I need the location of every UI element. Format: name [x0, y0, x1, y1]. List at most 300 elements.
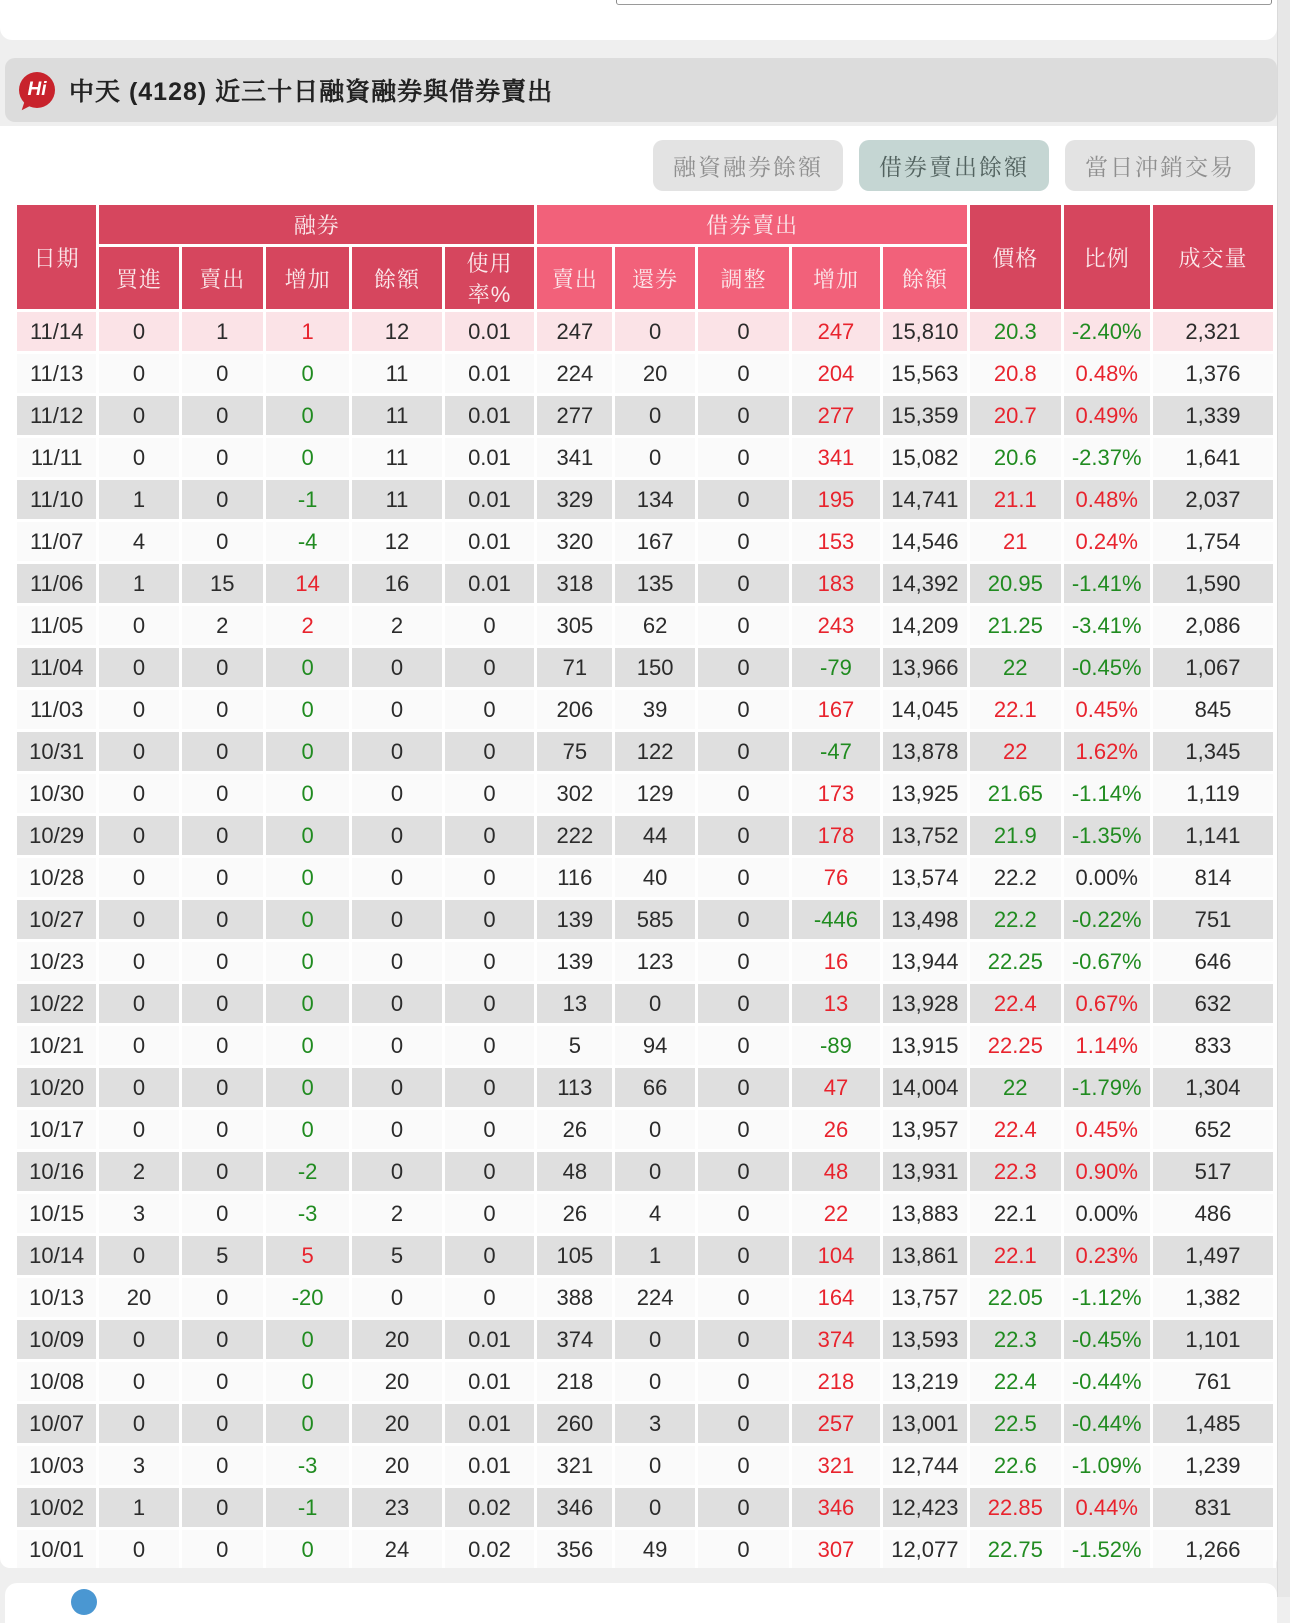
cell-date: 11/05	[17, 606, 96, 645]
page-scrollbar[interactable]	[1277, 0, 1290, 1597]
table-body	[17, 312, 1273, 1569]
table-row	[17, 1236, 1273, 1275]
cell-short-increase: -4	[266, 522, 349, 561]
cell-short-sell: 0	[182, 438, 263, 477]
cell-short-buy: 0	[99, 900, 178, 939]
cell-sbl-increase: -79	[792, 648, 879, 687]
cell-short-usage-rate: 0	[445, 984, 534, 1023]
col-header-short-usage-rate: 使用率%	[445, 247, 534, 309]
cell-short-increase: 0	[266, 1026, 349, 1065]
cell-sbl-sell: 13	[537, 984, 612, 1023]
cell-price: 21.9	[970, 816, 1060, 855]
cell-sbl-return: 150	[615, 648, 694, 687]
cell-short-balance: 0	[352, 1026, 441, 1065]
cell-short-increase: -3	[266, 1446, 349, 1485]
cell-sbl-return: 0	[615, 984, 694, 1023]
cell-short-balance: 0	[352, 648, 441, 687]
cell-sbl-adjust: 0	[698, 648, 790, 687]
cell-price: 22.05	[970, 1278, 1060, 1317]
cell-short-usage-rate: 0	[445, 1194, 534, 1233]
cell-short-sell: 0	[182, 1152, 263, 1191]
cell-volume: 1,641	[1153, 438, 1273, 477]
cell-short-increase: 0	[266, 1110, 349, 1149]
cell-sbl-balance: 15,359	[883, 396, 967, 435]
cell-sbl-sell: 26	[537, 1110, 612, 1149]
cell-sbl-increase: 257	[792, 1404, 879, 1443]
cell-short-balance: 11	[352, 480, 441, 519]
table-row	[17, 438, 1273, 477]
cell-short-increase: 0	[266, 438, 349, 477]
cell-date: 11/04	[17, 648, 96, 687]
cell-sbl-adjust: 0	[698, 900, 790, 939]
cell-volume: 1,382	[1153, 1278, 1273, 1317]
cell-date: 10/30	[17, 774, 96, 813]
cell-change-ratio: 0.24%	[1064, 522, 1150, 561]
cell-short-increase: -2	[266, 1152, 349, 1191]
cell-volume: 1,754	[1153, 522, 1273, 561]
cell-volume: 833	[1153, 1026, 1273, 1065]
cell-short-buy: 1	[99, 1488, 178, 1527]
cell-sbl-adjust: 0	[698, 1362, 790, 1401]
cell-change-ratio: 0.44%	[1064, 1488, 1150, 1527]
cell-change-ratio: -1.52%	[1064, 1530, 1150, 1569]
cell-short-usage-rate: 0	[445, 1236, 534, 1275]
cell-short-increase: 0	[266, 774, 349, 813]
cell-date: 10/02	[17, 1488, 96, 1527]
cell-date: 10/28	[17, 858, 96, 897]
cell-sbl-sell: 277	[537, 396, 612, 435]
cell-short-usage-rate: 0	[445, 858, 534, 897]
cell-short-increase: -1	[266, 1488, 349, 1527]
table-row	[17, 858, 1273, 897]
section-divider	[0, 1568, 1290, 1583]
cell-date: 10/21	[17, 1026, 96, 1065]
cell-sbl-increase: 247	[792, 312, 879, 351]
cell-sbl-adjust: 0	[698, 1110, 790, 1149]
cell-volume: 2,321	[1153, 312, 1273, 351]
cell-price: 21.1	[970, 480, 1060, 519]
cell-short-increase: 0	[266, 858, 349, 897]
cell-price: 22.5	[970, 1404, 1060, 1443]
cell-change-ratio: -0.44%	[1064, 1404, 1150, 1443]
col-header-short-balance: 餘額	[352, 247, 441, 309]
tab-sbl-balance[interactable]: 借券賣出餘額	[859, 140, 1049, 191]
cell-date: 10/15	[17, 1194, 96, 1233]
cell-short-usage-rate: 0.01	[445, 1362, 534, 1401]
cell-volume: 2,037	[1153, 480, 1273, 519]
cell-sbl-return: 0	[615, 396, 694, 435]
histock-logo-icon	[19, 72, 55, 108]
cell-short-increase: 0	[266, 1320, 349, 1359]
cell-sbl-increase: 47	[792, 1068, 879, 1107]
cell-sbl-balance: 13,219	[883, 1362, 967, 1401]
cell-short-sell: 0	[182, 732, 263, 771]
cell-short-usage-rate: 0.02	[445, 1530, 534, 1569]
cell-date: 10/22	[17, 984, 96, 1023]
cell-change-ratio: -1.79%	[1064, 1068, 1150, 1107]
cell-short-balance: 0	[352, 1068, 441, 1107]
cell-short-balance: 0	[352, 942, 441, 981]
cell-sbl-balance: 15,082	[883, 438, 967, 477]
cell-short-usage-rate: 0	[445, 1110, 534, 1149]
cell-short-balance: 0	[352, 732, 441, 771]
cell-sbl-sell: 218	[537, 1362, 612, 1401]
cell-sbl-balance: 14,741	[883, 480, 967, 519]
cell-short-buy: 0	[99, 312, 178, 351]
cell-sbl-increase: -47	[792, 732, 879, 771]
cell-sbl-increase: 16	[792, 942, 879, 981]
cell-short-balance: 20	[352, 1404, 441, 1443]
table-row	[17, 1488, 1273, 1527]
cell-sbl-sell: 388	[537, 1278, 612, 1317]
cell-short-increase: 0	[266, 732, 349, 771]
cell-sbl-return: 44	[615, 816, 694, 855]
cell-short-buy: 0	[99, 942, 178, 981]
cell-short-usage-rate: 0.02	[445, 1488, 534, 1527]
cell-short-balance: 2	[352, 606, 441, 645]
cell-short-increase: 5	[266, 1236, 349, 1275]
cell-short-usage-rate: 0	[445, 942, 534, 981]
tab-margin-balance[interactable]: 融資融券餘額	[653, 140, 843, 191]
cell-sbl-return: 4	[615, 1194, 694, 1233]
cell-volume: 646	[1153, 942, 1273, 981]
cell-sbl-adjust: 0	[698, 354, 790, 393]
cell-volume: 1,376	[1153, 354, 1273, 393]
tab-day-trading[interactable]: 當日沖銷交易	[1065, 140, 1255, 191]
cell-sbl-adjust: 0	[698, 984, 790, 1023]
table-row	[17, 1068, 1273, 1107]
cell-change-ratio: 0.00%	[1064, 1194, 1150, 1233]
cell-price: 22.3	[970, 1152, 1060, 1191]
cell-change-ratio: 0.00%	[1064, 858, 1150, 897]
top-card	[0, 0, 1277, 40]
table-row	[17, 480, 1273, 519]
cell-sbl-balance: 12,077	[883, 1530, 967, 1569]
cell-change-ratio: -0.45%	[1064, 648, 1150, 687]
cell-change-ratio: -0.45%	[1064, 1320, 1150, 1359]
cell-price: 20.95	[970, 564, 1060, 603]
cell-sbl-balance: 13,928	[883, 984, 967, 1023]
cell-sbl-adjust: 0	[698, 1194, 790, 1233]
col-header-sbl-sell: 賣出	[537, 247, 612, 309]
next-section-card	[5, 1583, 1277, 1623]
cell-sbl-sell: 305	[537, 606, 612, 645]
cell-change-ratio: 0.49%	[1064, 396, 1150, 435]
cell-date: 10/01	[17, 1530, 96, 1569]
cell-volume: 751	[1153, 900, 1273, 939]
table-row	[17, 1026, 1273, 1065]
cell-date: 11/14	[17, 312, 96, 351]
cell-sbl-return: 40	[615, 858, 694, 897]
cell-short-buy: 3	[99, 1446, 178, 1485]
cell-price: 22.4	[970, 984, 1060, 1023]
cell-short-sell: 0	[182, 354, 263, 393]
cell-price: 22.1	[970, 1236, 1060, 1275]
cell-short-increase: 0	[266, 690, 349, 729]
cell-sbl-balance: 13,944	[883, 942, 967, 981]
cell-sbl-sell: 139	[537, 942, 612, 981]
cell-sbl-adjust: 0	[698, 606, 790, 645]
cell-sbl-balance: 13,861	[883, 1236, 967, 1275]
cell-short-balance: 2	[352, 1194, 441, 1233]
cell-price: 22.4	[970, 1110, 1060, 1149]
cell-change-ratio: 0.45%	[1064, 690, 1150, 729]
cell-sbl-sell: 222	[537, 816, 612, 855]
cell-sbl-balance: 13,001	[883, 1404, 967, 1443]
cell-short-balance: 20	[352, 1320, 441, 1359]
cell-price: 22	[970, 648, 1060, 687]
col-header-short-buy: 買進	[99, 247, 178, 309]
cell-volume: 1,239	[1153, 1446, 1273, 1485]
cell-short-increase: -1	[266, 480, 349, 519]
cell-short-increase: 0	[266, 648, 349, 687]
cell-sbl-return: 135	[615, 564, 694, 603]
cell-sbl-sell: 320	[537, 522, 612, 561]
cell-short-buy: 0	[99, 606, 178, 645]
cell-volume: 831	[1153, 1488, 1273, 1527]
cell-short-usage-rate: 0	[445, 690, 534, 729]
cell-volume: 1,266	[1153, 1530, 1273, 1569]
cell-sbl-adjust: 0	[698, 816, 790, 855]
cell-short-balance: 0	[352, 1152, 441, 1191]
table-row	[17, 312, 1273, 351]
cell-change-ratio: -3.41%	[1064, 606, 1150, 645]
cell-short-increase: 0	[266, 984, 349, 1023]
cell-short-buy: 0	[99, 1362, 178, 1401]
cell-change-ratio: 1.62%	[1064, 732, 1150, 771]
cell-price: 22.2	[970, 858, 1060, 897]
table-row	[17, 564, 1273, 603]
col-header-sbl-return: 還券	[615, 247, 694, 309]
stock-search-input[interactable]	[616, 0, 1272, 5]
cell-price: 22.1	[970, 690, 1060, 729]
cell-short-sell: 0	[182, 1446, 263, 1485]
cell-short-buy: 20	[99, 1278, 178, 1317]
cell-sbl-adjust: 0	[698, 1530, 790, 1569]
table-row	[17, 690, 1273, 729]
cell-short-increase: 0	[266, 396, 349, 435]
cell-short-sell: 0	[182, 1488, 263, 1527]
cell-sbl-balance: 13,957	[883, 1110, 967, 1149]
cell-sbl-balance: 12,744	[883, 1446, 967, 1485]
cell-date: 10/23	[17, 942, 96, 981]
cell-sbl-adjust: 0	[698, 1488, 790, 1527]
cell-short-balance: 11	[352, 438, 441, 477]
cell-volume: 1,304	[1153, 1068, 1273, 1107]
cell-short-balance: 0	[352, 690, 441, 729]
cell-price: 20.6	[970, 438, 1060, 477]
cell-date: 11/10	[17, 480, 96, 519]
cell-sbl-sell: 5	[537, 1026, 612, 1065]
col-header-short-sell: 賣出	[182, 247, 263, 309]
cell-price: 22.2	[970, 900, 1060, 939]
cell-change-ratio: 0.90%	[1064, 1152, 1150, 1191]
cell-short-sell: 0	[182, 1068, 263, 1107]
tab-bar	[653, 140, 1255, 191]
cell-date: 10/03	[17, 1446, 96, 1485]
cell-sbl-return: 94	[615, 1026, 694, 1065]
cell-short-buy: 3	[99, 1194, 178, 1233]
cell-sbl-sell: 105	[537, 1236, 612, 1275]
cell-sbl-adjust: 0	[698, 1446, 790, 1485]
cell-price: 20.3	[970, 312, 1060, 351]
cell-short-increase: 1	[266, 312, 349, 351]
cell-short-sell: 0	[182, 942, 263, 981]
cell-date: 10/08	[17, 1362, 96, 1401]
cell-sbl-balance: 13,915	[883, 1026, 967, 1065]
cell-short-increase: 0	[266, 1530, 349, 1569]
cell-sbl-adjust: 0	[698, 858, 790, 897]
cell-change-ratio: -0.44%	[1064, 1362, 1150, 1401]
cell-sbl-sell: 224	[537, 354, 612, 393]
cell-volume: 845	[1153, 690, 1273, 729]
cell-sbl-return: 0	[615, 312, 694, 351]
cell-price: 20.8	[970, 354, 1060, 393]
cell-sbl-balance: 13,752	[883, 816, 967, 855]
cell-sbl-adjust: 0	[698, 1404, 790, 1443]
cell-sbl-increase: 195	[792, 480, 879, 519]
cell-short-sell: 0	[182, 1278, 263, 1317]
cell-date: 11/11	[17, 438, 96, 477]
cell-short-usage-rate: 0.01	[445, 1404, 534, 1443]
cell-sbl-adjust: 0	[698, 774, 790, 813]
table-row	[17, 1194, 1273, 1233]
cell-sbl-sell: 113	[537, 1068, 612, 1107]
cell-sbl-return: 39	[615, 690, 694, 729]
cell-short-buy: 0	[99, 396, 178, 435]
cell-short-balance: 0	[352, 816, 441, 855]
cell-date: 10/29	[17, 816, 96, 855]
cell-sbl-increase: 104	[792, 1236, 879, 1275]
cell-short-increase: 14	[266, 564, 349, 603]
cell-short-buy: 0	[99, 648, 178, 687]
cell-price: 21	[970, 522, 1060, 561]
table-row	[17, 522, 1273, 561]
cell-short-sell: 0	[182, 900, 263, 939]
cell-short-increase: 0	[266, 354, 349, 393]
cell-sbl-increase: -446	[792, 900, 879, 939]
cell-short-usage-rate: 0.01	[445, 1320, 534, 1359]
cell-short-buy: 4	[99, 522, 178, 561]
cell-short-balance: 16	[352, 564, 441, 603]
table-row	[17, 1110, 1273, 1149]
cell-sbl-adjust: 0	[698, 438, 790, 477]
cell-sbl-adjust: 0	[698, 480, 790, 519]
cell-volume: 1,497	[1153, 1236, 1273, 1275]
cell-short-sell: 15	[182, 564, 263, 603]
cell-change-ratio: -1.41%	[1064, 564, 1150, 603]
cell-sbl-balance: 13,931	[883, 1152, 967, 1191]
cell-sbl-adjust: 0	[698, 942, 790, 981]
cell-short-buy: 0	[99, 1404, 178, 1443]
cell-short-balance: 0	[352, 900, 441, 939]
cell-short-usage-rate: 0	[445, 606, 534, 645]
cell-sbl-balance: 14,209	[883, 606, 967, 645]
cell-volume: 1,067	[1153, 648, 1273, 687]
cell-short-increase: 0	[266, 900, 349, 939]
cell-short-usage-rate: 0.01	[445, 354, 534, 393]
cell-short-usage-rate: 0	[445, 1068, 534, 1107]
cell-date: 10/13	[17, 1278, 96, 1317]
cell-short-balance: 24	[352, 1530, 441, 1569]
cell-date: 10/09	[17, 1320, 96, 1359]
cell-short-sell: 2	[182, 606, 263, 645]
cell-sbl-adjust: 0	[698, 1320, 790, 1359]
table-row	[17, 900, 1273, 939]
cell-volume: 761	[1153, 1362, 1273, 1401]
cell-sbl-balance: 13,925	[883, 774, 967, 813]
cell-sbl-sell: 116	[537, 858, 612, 897]
cell-sbl-balance: 14,004	[883, 1068, 967, 1107]
cell-sbl-adjust: 0	[698, 1236, 790, 1275]
cell-short-buy: 0	[99, 816, 178, 855]
cell-sbl-increase: 167	[792, 690, 879, 729]
col-header-sbl-balance: 餘額	[883, 247, 967, 309]
table-row	[17, 606, 1273, 645]
cell-sbl-sell: 26	[537, 1194, 612, 1233]
cell-short-buy: 0	[99, 690, 178, 729]
cell-short-increase: 0	[266, 1068, 349, 1107]
cell-price: 21.25	[970, 606, 1060, 645]
cell-short-balance: 0	[352, 858, 441, 897]
cell-sbl-increase: 183	[792, 564, 879, 603]
title-banner	[5, 58, 1277, 122]
cell-price: 20.7	[970, 396, 1060, 435]
cell-sbl-increase: 13	[792, 984, 879, 1023]
cell-sbl-return: 0	[615, 1152, 694, 1191]
cell-sbl-increase: 178	[792, 816, 879, 855]
cell-sbl-increase: 307	[792, 1530, 879, 1569]
cell-sbl-return: 0	[615, 1110, 694, 1149]
cell-date: 10/16	[17, 1152, 96, 1191]
cell-sbl-sell: 318	[537, 564, 612, 603]
cell-short-usage-rate: 0	[445, 816, 534, 855]
cell-sbl-return: 20	[615, 354, 694, 393]
col-header-volume: 成交量	[1153, 205, 1273, 309]
cell-sbl-increase: 164	[792, 1278, 879, 1317]
cell-short-usage-rate: 0.01	[445, 396, 534, 435]
cell-short-usage-rate: 0	[445, 1152, 534, 1191]
cell-short-sell: 0	[182, 858, 263, 897]
cell-short-sell: 0	[182, 1320, 263, 1359]
cell-change-ratio: -0.22%	[1064, 900, 1150, 939]
cell-sbl-sell: 346	[537, 1488, 612, 1527]
cell-price: 22.4	[970, 1362, 1060, 1401]
cell-change-ratio: -0.67%	[1064, 942, 1150, 981]
cell-sbl-return: 134	[615, 480, 694, 519]
cell-sbl-balance: 15,810	[883, 312, 967, 351]
cell-price: 22.1	[970, 1194, 1060, 1233]
table-row	[17, 816, 1273, 855]
cell-sbl-sell: 247	[537, 312, 612, 351]
cell-short-sell: 5	[182, 1236, 263, 1275]
cell-short-balance: 0	[352, 1110, 441, 1149]
cell-date: 10/27	[17, 900, 96, 939]
cell-short-balance: 0	[352, 774, 441, 813]
cell-price: 21.65	[970, 774, 1060, 813]
cell-change-ratio: -1.35%	[1064, 816, 1150, 855]
main-card	[0, 126, 1277, 1568]
cell-short-usage-rate: 0	[445, 732, 534, 771]
cell-sbl-sell: 329	[537, 480, 612, 519]
cell-sbl-increase: 204	[792, 354, 879, 393]
cell-sbl-sell: 302	[537, 774, 612, 813]
cell-sbl-sell: 356	[537, 1530, 612, 1569]
group-header-short: 融券	[99, 205, 534, 244]
cell-price: 22.6	[970, 1446, 1060, 1485]
cell-change-ratio: -2.40%	[1064, 312, 1150, 351]
cell-sbl-adjust: 0	[698, 1026, 790, 1065]
